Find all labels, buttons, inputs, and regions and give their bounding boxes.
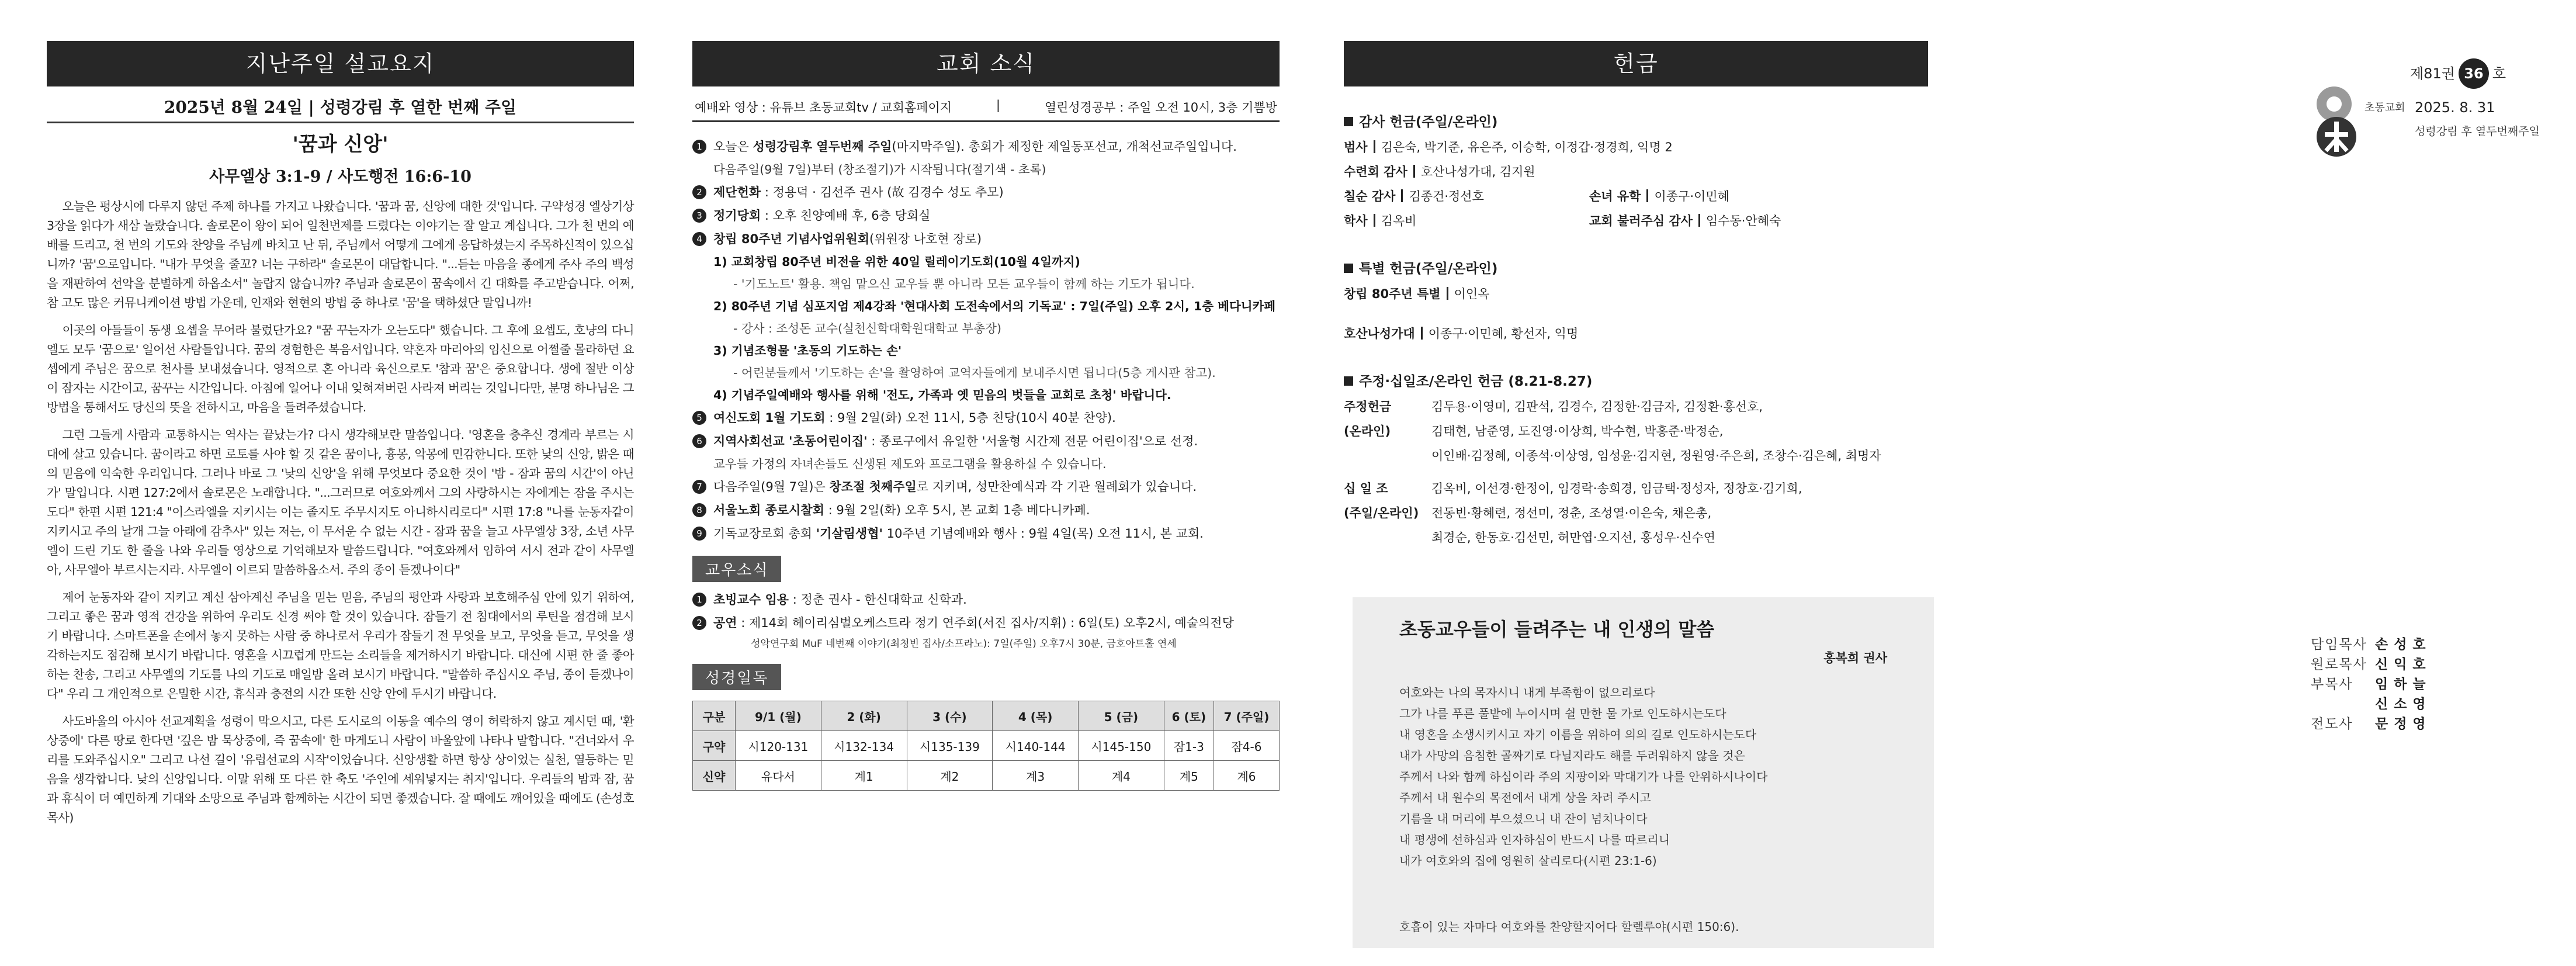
worship-info-bar bbox=[692, 95, 1280, 122]
column-header: 2 (화) bbox=[821, 701, 907, 731]
table-cell: 계5 bbox=[1164, 761, 1214, 791]
news-subitem-detail: - 어린분들께서 '기도하는 손'을 촬영하여 교역자들에게 보내주시면 됩니다(5층 게시판 참고). bbox=[733, 366, 1216, 380]
table-cell: 잠1-3 bbox=[1164, 731, 1214, 761]
row-label: 구약 bbox=[693, 731, 736, 761]
table-cell: 시140-144 bbox=[993, 731, 1079, 761]
news-subitem: 1) 교회창립 80주년 비전을 위한 40일 릴레이기도회(10월 4일까지) bbox=[713, 255, 1080, 269]
member-news-header: 교우소식 bbox=[692, 556, 781, 582]
table-cell: 시132-134 bbox=[821, 731, 907, 761]
divider-bar bbox=[1698, 214, 1700, 227]
weekly-offering-list: 주정헌금 (온라인) 김두용·이영미, 김판석, 김경수, 김정한·김금자, 김정환·홍선호, 김태현, 남준영, 도진영·이상희, 박수현, 박홍준·박정순, 이인배·김정혜, 이종석·이상영, 임성윤·김지현, 정원영·주은희, 조창수·김은혜, 최명자 bbox=[1344, 394, 1928, 468]
column-header: 6 (토) bbox=[1164, 701, 1214, 731]
life-verse-box bbox=[1353, 597, 1934, 948]
number-badge: 6 bbox=[692, 434, 706, 448]
number-badge: 2 bbox=[692, 616, 706, 630]
news-item: 2 제단헌화 : 정용덕 · 김선주 권사 (故 김경수 성도 추모) bbox=[692, 181, 1280, 204]
verse-line: 여호와는 나의 목자시니 내게 부족함이 없으리로다 bbox=[1399, 685, 1655, 700]
offering-row: 칠순 감사 김종건·정선호 손녀 유학 이종구·이민혜 bbox=[1344, 189, 1729, 203]
number-badge: 7 bbox=[692, 480, 706, 494]
number-badge: 1 bbox=[692, 140, 706, 154]
life-verse-footer: 호흡이 있는 자마다 여호와를 찬양할지어다 할렐루야(시편 150:6). bbox=[1399, 920, 1739, 934]
offering-row: 범사 김은숙, 박기준, 유은주, 이승학, 이정갑·정경희, 익명 2 bbox=[1344, 140, 1673, 154]
worship-video-info: 예배와 영상 : 유튜브 초동교회tv / 교회홈페이지 bbox=[695, 101, 952, 115]
info-separator: | bbox=[996, 98, 1000, 112]
news-item-continuation: 교우들 가정의 자녀손들도 신생된 제도와 프로그램을 활용하실 수 있습니다. bbox=[713, 457, 1107, 471]
square-bullet-icon bbox=[1344, 264, 1353, 273]
number-badge: 8 bbox=[692, 503, 706, 517]
staff-row: 전도사 문정영 bbox=[2311, 716, 2432, 732]
sermon-scripture: 사무엘상 3:1-9 / 사도행전 16:6-10 bbox=[209, 168, 471, 186]
life-verse-author: 홍복희 권사 bbox=[1823, 651, 1887, 665]
reading-plan-header: 성경일독 bbox=[692, 664, 781, 690]
name-line: 전동빈·황혜련, 정선미, 정춘, 조성열·이은숙, 채은총, bbox=[1431, 506, 1712, 520]
life-verse-title: 초동교우들이 들려주는 내 인생의 말씀 bbox=[1399, 618, 1715, 640]
offering-header: 헌금 bbox=[1344, 41, 1928, 86]
special-offering-heading: 특별 헌금(주일/온라인) bbox=[1344, 258, 1928, 277]
verse-line: 내가 사망의 음침한 골짜기로 다닐지라도 해를 두려워하지 않을 것은 bbox=[1399, 749, 1745, 763]
divider-bar bbox=[1421, 327, 1423, 340]
news-subitem: 3) 기념조형물 '초동의 기도하는 손' bbox=[713, 344, 902, 358]
verse-line: 내가 여호와의 집에 영원히 살리로다(시편 23:1-6) bbox=[1399, 854, 1657, 868]
row-label: 신약 bbox=[693, 761, 736, 791]
column-header: 4 (목) bbox=[993, 701, 1079, 731]
number-badge: 4 bbox=[692, 232, 706, 246]
column-header: 5 (금) bbox=[1079, 701, 1164, 731]
verse-line: 그가 나를 푸른 풀밭에 누이시며 쉴 만한 물 가로 인도하시는도다 bbox=[1399, 707, 1726, 721]
name-line: 김태현, 남준영, 도진영·이상희, 박수현, 박홍준·박정순, bbox=[1431, 424, 1724, 438]
sermon-paragraph: 오늘은 평상시에 다루지 않던 주제 하나를 가지고 나왔습니다. '꿈과 꿈, 신앙에 대한 것'입니다. 구약성경 엘상기상 3장을 읽다가 새삼 놀랐습니다. 솔로몬이 왕이 되어 일천번제를 드렸다는 이야기는 잘 알고 계십니다. 그가 천 번의 예배를 드리고, 천 번의 기도와 찬양을 주님께 바치고 난 뒤, 주님께서 어떻게 그에게 응답하셨는지 주목하신적이 있으십니까? '꿈'으로입니다. "내가 무엇을 줄꼬? 너는 구하라" 솔로몬이 대답합니다. "...듣는 마음을 종에게 주사 주의 백성을 재판하여 선악을 분별하게 하옵소서" 놀랍지 않습니까? 주님과 솔로몬이 꿈속에서 긴 대화를 주고받습니다. 어쩌, 참 고도 많은 커뮤니케이션 방법 가운데, 인재와 현현의 방법 중 하나로 '꿈'을 택하셨단 말입니까! bbox=[47, 199, 634, 310]
table-cell: 시120-131 bbox=[736, 731, 821, 761]
news-item: 8 서울노회 종로시찰회 : 9월 2일(화) 오후 5시, 본 교회 1층 베다니카페. bbox=[692, 498, 1280, 522]
offering-row: 수련회 감사 호산나성가대, 김지원 bbox=[1344, 165, 1535, 179]
table-cell: 유다서 bbox=[736, 761, 821, 791]
regular-offering-heading: 주정·십일조/온라인 헌금 (8.21-8.27) bbox=[1344, 371, 1928, 390]
issue-number-badge: 36 bbox=[2459, 58, 2489, 89]
column-header: 3 (수) bbox=[907, 701, 993, 731]
verse-line: 주께서 나와 함께 하심이라 주의 지팡이와 막대기가 나를 안위하시나이다 bbox=[1399, 770, 1768, 784]
member-news-item: 2 공연 : 제14회 헤이리심벌오케스트라 정기 연주회(서진 집사/지휘) : 6일(토) 오후2시, 예술의전당 bbox=[692, 611, 1280, 635]
offering-row: 창립 80주년 특별 이인옥 bbox=[1344, 287, 1490, 301]
table-cell: 계6 bbox=[1214, 761, 1279, 791]
sermon-paragraph: 제어 눈동자와 같이 지키고 계신 삼아계신 주님을 믿는 믿음, 주님의 평안과 사랑과 보호해주심 안에 있기 위하여, 그리고 좋은 꿈과 영적 건강을 위하여 우리도 신경 써야 할 것이 있습니다. 잠들기 전 침대에서의 루틴을 점검해 보시기 바랍니다. 스마트폰을 손에서 놓지 못하는 사람 중 하나로서 우리가 잠들기 전 무엇을 보고, 무엇을 듣고, 무엇을 생각하는지도 점검해 보시기 바랍니다. 영혼을 시끄럽게 만드는 소리들을 제거하시기 바랍니다. 대신에 시편 한 줄 좋아하는 찬송, 그리고 사무엘의 기도를 나의 기도로 매일밤 올려 보시기 바랍니다. "말씀하 주십시오 주님, 종이 듣겠나이다" 우리 그 개인적으로 은밀한 시간, 휴식과 충전의 시간 또한 신앙 안에 두시기 바랍니다. bbox=[47, 590, 634, 701]
thanks-offering-heading: 감사 헌금(주일/온라인) bbox=[1344, 111, 1928, 130]
verse-line: 내 영혼을 소생시키시고 자기 이름을 위하여 의의 길로 인도하시는도다 bbox=[1399, 728, 1757, 742]
sermon-title: '꿈과 신앙' bbox=[292, 133, 389, 156]
news-subitem-detail: - '기도노트' 활용. 책임 맡으신 교우들 뿐 아니라 모든 교우들이 함께 하는 기도가 됩니다. bbox=[733, 277, 1195, 291]
bible-reading-table bbox=[692, 701, 1280, 791]
offering-row: 호산나성가대 이종구·이민혜, 황선자, 익명 bbox=[1344, 327, 1579, 341]
offering-column bbox=[1344, 41, 1928, 550]
square-bullet-icon bbox=[1344, 376, 1353, 386]
divider-bar bbox=[1413, 165, 1415, 178]
number-badge: 5 bbox=[692, 411, 706, 425]
table-cell: 시135-139 bbox=[907, 731, 993, 761]
sermon-header: 지난주일 설교요지 bbox=[47, 41, 634, 86]
bible-study-info: 열린성경공부 : 주일 오전 10시, 3층 기쁨방 bbox=[1044, 101, 1277, 115]
news-item-continuation: 다음주일(9월 7일)부터 (창조절기)가 시작됩니다(절기색 - 초록) bbox=[713, 162, 1046, 176]
name-line: 최경순, 한동호·김선민, 허만엽·오지선, 홍성우·신수연 bbox=[1431, 531, 1716, 545]
table-cell: 시145-150 bbox=[1079, 731, 1164, 761]
table-header-row bbox=[693, 701, 1280, 731]
staff-list bbox=[2311, 635, 2432, 734]
name-line: 김두용·이영미, 김판석, 김경수, 김정한·김금자, 김정환·홍선호, bbox=[1431, 400, 1763, 414]
table-cell: 계3 bbox=[993, 761, 1079, 791]
issue-subtitle: 성령강림 후 열두번째주일 bbox=[2415, 125, 2540, 138]
divider-bar bbox=[1646, 189, 1648, 202]
news-item: 4 창립 80주년 기념사업위원회(위원장 나호현 장로) bbox=[692, 227, 1280, 251]
verse-line: 주께서 내 원수의 목전에서 내게 상을 차려 주시고 bbox=[1399, 791, 1651, 805]
number-badge: 3 bbox=[692, 209, 706, 223]
column-header: 구분 bbox=[693, 701, 736, 731]
number-badge: 2 bbox=[692, 185, 706, 199]
table-row bbox=[693, 731, 1280, 761]
number-badge: 9 bbox=[692, 527, 706, 541]
volume-line: 제81권 36 호 bbox=[2410, 58, 2506, 89]
name-line: 이인배·김정혜, 이종석·이상영, 임성윤·김지현, 정원영·주은희, 조창수·김은혜, 최명자 bbox=[1431, 449, 1881, 463]
table-cell: 계1 bbox=[821, 761, 907, 791]
church-name: 초동교회 bbox=[2364, 102, 2405, 114]
news-item: 9 기독교장로회 총회 '기살림생협' 10주년 기념예배와 행사 : 9월 4일(목) 오전 11시, 본 교회. bbox=[692, 522, 1280, 545]
news-subitem-detail: - 강사 : 조성돈 교수(실천신학대학원대학교 부총장) bbox=[733, 321, 1001, 335]
sermon-column bbox=[47, 41, 634, 836]
sermon-paragraph: 이곳의 아들들이 동생 요셉을 무어라 불렀단가요? "꿈 꾸는자가 오는도다" 했습니다. 그 후에 요셉도, 호냥의 다니엘도 모두 '꿈으로' 일어선 사람들입니다. 꿈의 경험한은 복음서입니다. 약혼자 마리아의 임신으로 어쩔줄 몰라하던 요셉에게 주님은 꿈으로 천사를 보내셨습니다. 영적으로 혼 아니라 육신으로도 '참과 꿈'은 중요합니다. 생에 절반 이상이 잠자는 시간이고, 꿈꾸는 시간입니다. 아침에 일어나 이내 잊혀져버린 사라져 버리는 것입니다만, 분명 하나님은 그 방법을 통해서도 당신의 뜻을 전하시고, 마음을 들려주셨습니다. bbox=[47, 323, 634, 414]
sermon-paragraph: 사도바울의 아시아 선교계획을 성령이 막으시고, 다른 도시로의 이동을 예수의 영이 허락하지 않고 계시던 때, '환상중에' 다른 땅로 한다면 '깊은 밤 묵상중에, 즉 꿈속에' 한 마게도니 사람이 바울앞에 나타나 말합니다. "건너와서 우리를 도와주십시오" 그리고 나선 길이 '유럽선교의 시작'이었습니다. 신앙생활 하면 항상 상이었는 실천, 열등하는 믿음을 생각합니다. 낮의 신앙입니다. 이말 위해 또 다른 한 축도 '주인에 세워넣지는 취지'입니다. 우리들의 밤과 잠, 꿈과 휴식이 더 예민하게 기대와 소망으로 주님과 함께하는 시간이 되면 좋겠습니다. 잘 때에도 깨어있을 때에도 (손성호 목사) bbox=[47, 714, 634, 825]
issue-date: 2025. 8. 31 bbox=[2415, 99, 2495, 116]
square-bullet-icon bbox=[1344, 117, 1353, 126]
tithe-list: 십 일 조 (주일/온라인) 김옥비, 이선경·한정이, 임경락·송희경, 임금택·정성자, 정창호·김기희, 전동빈·황혜련, 정선미, 정춘, 조성열·이은숙, 채은총, 최경순, 한동호·김선민, 허만엽·오지선, 홍성우·신수연 bbox=[1344, 476, 1928, 550]
divider-bar bbox=[1374, 214, 1375, 227]
staff-row: 부목사 임하늘 bbox=[2311, 677, 2432, 692]
name-line: 김옥비, 이선경·한정이, 임경락·송희경, 임금택·정성자, 정창호·김기희, bbox=[1431, 482, 1802, 496]
staff-row: 신소영 bbox=[2375, 697, 2432, 712]
table-cell: 잠4-6 bbox=[1214, 731, 1279, 761]
member-news-note: 성악연구회 MuF 네번째 이야기(최청빈 집사/소프라노): 7일(주일) 오후7시 30분, 금호아트홀 연세 bbox=[751, 638, 1177, 650]
news-item: 5 여신도회 1월 기도회 : 9월 2일(화) 오전 11시, 5층 친당(10시 40분 찬양). bbox=[692, 406, 1280, 430]
staff-row: 원로목사 신익호 bbox=[2311, 657, 2432, 672]
verse-line: 내 평생에 선하심과 인자하심이 반드시 나를 따르리니 bbox=[1399, 833, 1670, 847]
news-list bbox=[692, 135, 1280, 545]
table-cell: 계2 bbox=[907, 761, 993, 791]
verse-line: 기름을 내 머리에 부으셨으니 내 잔이 넘치나이다 bbox=[1399, 812, 1648, 826]
offering-row: 학사 김옥비 교회 불러주심 감사 임수동·안혜숙 bbox=[1344, 214, 1781, 228]
news-column bbox=[692, 41, 1280, 791]
column-header: 7 (주일) bbox=[1214, 701, 1279, 731]
news-subitem: 4) 기념주일예배와 행사를 위해 '전도, 가족과 옛 믿음의 벗들을 교회로 초청' 바랍니다. bbox=[713, 388, 1171, 402]
member-news-item: 1 초빙교수 임용 : 정춘 권사 - 한신대학교 신학과. bbox=[692, 588, 1280, 611]
news-header: 교회 소식 bbox=[692, 41, 1280, 86]
sermon-paragraph: 그런 그들게 사람과 교통하시는 역사는 끝났는가? 다시 생각해보란 말씀입니다. '영혼을 충추신 경계라 부르는 시대에 살고 있습니다. 꿈이라고 하면 로토를 사야 할 것 같은 꿈이나, 흉몽, 악몽에 민감한니다. 또한 낮의 신앙, 밝은 때의 믿음에 익숙한 우리입니다. 그러나 바로 그 '낮의 신앙'을 위해 무엇보다 중요한 것이 '밤 - 잠과 꿈의 시간'이 아닌가' 말입니다. 시편 127:2에서 솔로몬은 노래합니다. "...그러므로 여호와께서 그의 사랑하시는 자에게는 잠을 주시는도다" 한편 시편 121:4 "이스라엘을 지키시는 이는 졸지도 주무시지도 아니하시리로다" 시편 17:8 "나를 눈동자같이 지키시고 주의 날개 그늘 아래에 감추사" 있는 저는, 이 무서운 수 없는 시간 - 잠과 꿈을 늘고 사무엘상 3장, 소년 사무엘이 드린 기도 한 줄을 나와 우리들 영상으로 기억해보자 말씀드립니다. "여호와께서 임하여 서시 전과 같이 사무엘아, 사무엘아 부르시는지라. 사무엘이 이르되 말씀하옵소서. 주의 종이 듣겠나이다" bbox=[47, 428, 634, 577]
life-verse-lines bbox=[1399, 682, 1767, 871]
number-badge: 1 bbox=[692, 593, 706, 607]
church-logo-icon bbox=[2311, 83, 2363, 159]
table-row bbox=[693, 761, 1280, 791]
divider-bar bbox=[1401, 189, 1403, 202]
divider-bar bbox=[1374, 140, 1375, 153]
table-cell: 계4 bbox=[1079, 761, 1164, 791]
divider-bar bbox=[1447, 287, 1448, 300]
news-item: 1 오늘은 성령강림후 열두번째 주일(마지막주일). 총회가 제정한 제일동포선교, 개척선교주일입니다. bbox=[692, 135, 1280, 158]
news-item: 6 지역사회선교 '초동어린이집' : 종로구에서 유일한 '서울형 시간제 전문 어린이집'으로 선정. bbox=[692, 430, 1280, 453]
news-item: 7 다음주일(9월 7일)은 창조절 첫째주일로 지키며, 성만찬예식과 각 기관 월례회가 있습니다. bbox=[692, 475, 1280, 498]
staff-row: 담임목사 손성호 bbox=[2311, 637, 2432, 652]
news-item: 3 정기당회 : 오후 친양예배 후, 6층 당회실 bbox=[692, 204, 1280, 227]
sermon-date-line: 2025년 8월 24일 | 성령강림 후 열한 번째 주일 bbox=[47, 95, 634, 123]
news-subitem: 2) 80주년 기념 심포지엄 제4강좌 '현대사회 도전속에서의 기독교' : 7일(주일) 오후 2시, 1층 베다니카페 bbox=[713, 299, 1276, 313]
column-header: 9/1 (월) bbox=[736, 701, 821, 731]
